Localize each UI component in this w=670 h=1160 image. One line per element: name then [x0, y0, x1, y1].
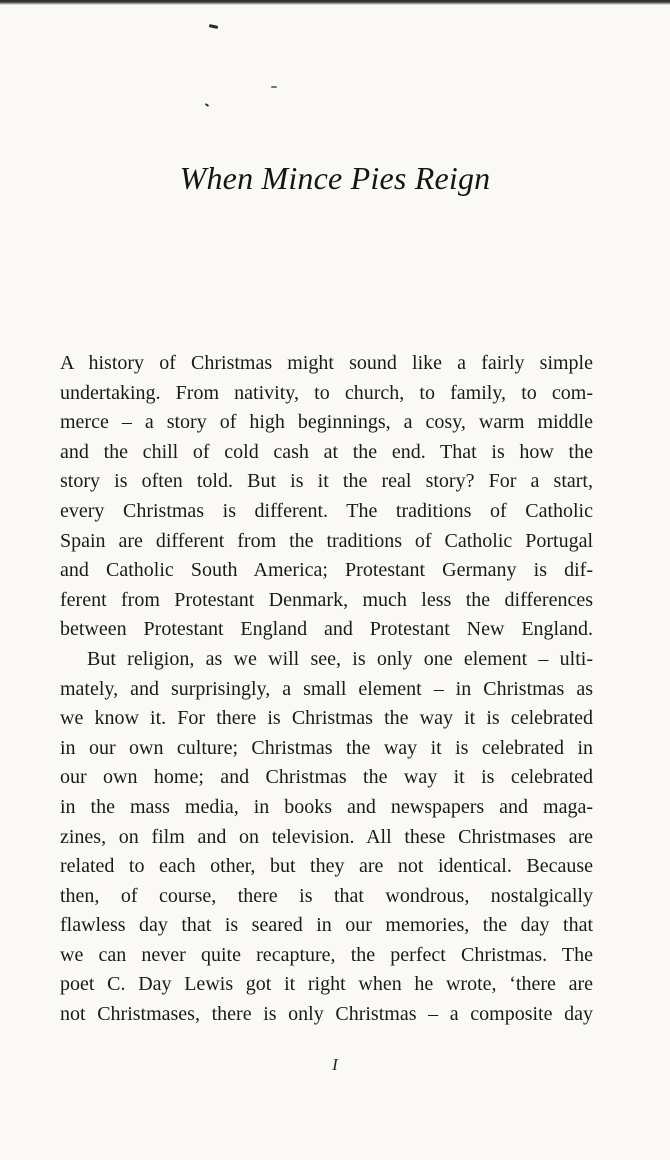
text-line: related to each other, but they are not identical. Because	[60, 855, 593, 878]
body-text	[60, 349, 593, 1030]
chapter-title: When Mince Pies Reign	[179, 160, 491, 196]
text-line: But religion, as we will see, is only one element – ulti-	[87, 647, 593, 670]
text-line: Spain are different from the traditions of Catholic Portugal	[60, 529, 593, 552]
paragraph-2	[60, 645, 593, 1030]
text-line: and Catholic South America; Protestant Germany is dif-	[60, 559, 593, 582]
text-line: merce – a story of high beginnings, a cosy, warm middle	[60, 411, 593, 434]
text-line: in the mass media, in books and newspapers and maga-	[60, 795, 593, 818]
scan-speck	[205, 103, 209, 107]
text-line: our own home; and Christmas the way it is celebrated	[60, 766, 593, 789]
scan-speck	[271, 86, 277, 88]
text-line: every Christmas is different. The traditions of Catholic	[60, 499, 593, 522]
text-line: we can never quite recapture, the perfect Christmas. The	[60, 943, 593, 966]
text-line: undertaking. From nativity, to church, to family, to com-	[60, 381, 593, 404]
scan-speck	[209, 24, 218, 29]
text-line: we know it. For there is Christmas the way it is celebrated	[60, 707, 593, 730]
text-line: poet C. Day Lewis got it right when he wrote, ‘there are	[60, 973, 593, 996]
text-line: then, of course, there is that wondrous, nostalgically	[60, 884, 593, 907]
text-line: zines, on film and on television. All these Christmases are	[60, 825, 593, 848]
scan-edge-shadow	[0, 0, 670, 5]
text-line: mately, and surprisingly, a small element – in Christmas as	[60, 677, 593, 700]
text-line: between Protestant England and Protestant New England.	[60, 618, 593, 641]
text-line: and the chill of cold cash at the end. That is how the	[60, 440, 593, 463]
text-line: A history of Christmas might sound like a fairly simple	[60, 352, 593, 374]
paragraph-1	[60, 349, 593, 645]
text-line: flawless day that is seared in our memories, the day that	[60, 914, 593, 937]
text-line: not Christmases, there is only Christmas – a composite day	[60, 1003, 593, 1026]
text-line: ferent from Protestant Denmark, much less the differences	[60, 588, 593, 611]
text-line: story is often told. But is it the real story? For a start,	[60, 470, 593, 493]
text-line: in our own culture; Christmas the way it is celebrated in	[60, 736, 593, 759]
page-number: I	[332, 1055, 338, 1074]
